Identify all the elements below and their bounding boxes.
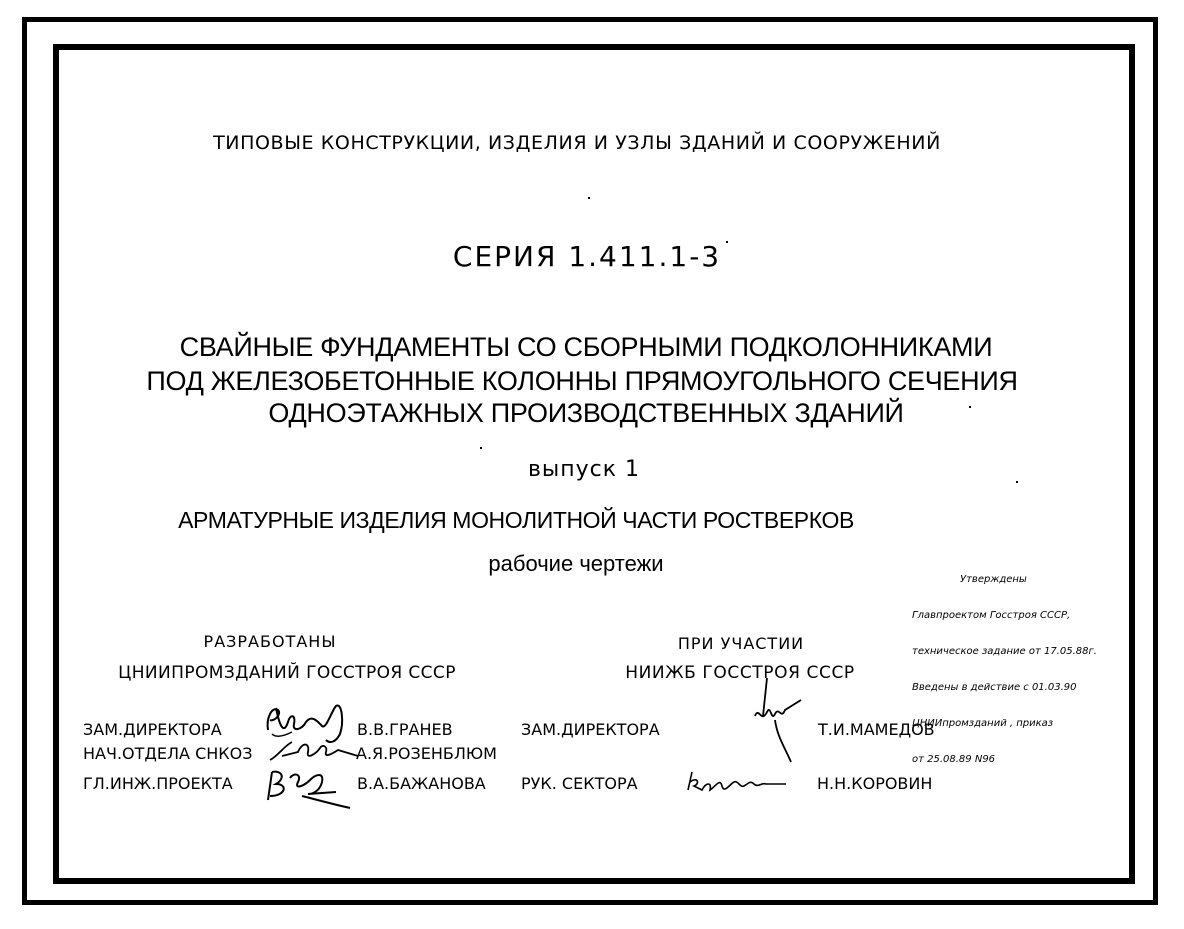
signatory-position: НАЧ.ОТДЕЛА СНКОЗ: [83, 744, 253, 763]
subject-title: АРМАТУРНЫЕ ИЗДЕЛИЯ МОНОЛИТНОЙ ЧАСТИ РОСТВЕРКОВ: [178, 507, 854, 533]
title-line-2: ПОД ЖЕЛЕЗОБЕТОННЫЕ КОЛОННЫ ПРЯМОУГОЛЬНОГО СЕЧЕНИЯ: [146, 366, 1018, 396]
series-number: СЕРИЯ 1.411.1-3: [452, 240, 722, 273]
approval-line: техническое задание от 17.05.88г.: [912, 646, 1097, 657]
approval-line: Введены в действие с 01.03.90: [912, 682, 1077, 693]
signatory-name: Н.Н.КОРОВИН: [817, 774, 933, 793]
signatory-position: ЗАМ.ДИРЕКТОРА: [83, 720, 222, 739]
participation-label: ПРИ УЧАСТИИ: [677, 634, 805, 653]
signature-mamedov: [745, 676, 805, 764]
signatory-name: Т.И.МАМЕДОВ: [818, 720, 935, 739]
scan-speck: [726, 241, 728, 243]
approval-line: Утверждены: [960, 574, 1027, 585]
signatory-position: РУК. СЕКТОРА: [521, 774, 638, 793]
developed-by-label: РАЗРАБОТАНЫ: [203, 632, 337, 651]
issue-number: выпуск 1: [527, 457, 641, 482]
scan-speck: [1016, 481, 1018, 483]
developer-organization: ЦНИИПРОМЗДАНИЙ ГОССТРОЯ СССР: [118, 663, 456, 683]
approval-note: [912, 550, 1097, 778]
approval-line: ЦНИИпромзданий , приказ: [912, 718, 1054, 729]
signatory-position: ГЛ.ИНЖ.ПРОЕКТА: [83, 774, 233, 793]
signatory-name: В.В.ГРАНЕВ: [357, 720, 453, 739]
title-line-1: СВАЙНЫЕ ФУНДАМЕНТЫ СО СБОРНЫМИ ПОДКОЛОННИКАМИ: [179, 332, 993, 362]
scan-speck: [480, 447, 482, 449]
scan-speck: [588, 197, 590, 199]
signature-rozenblum: [268, 738, 360, 766]
signatory-name: В.А.БАЖАНОВА: [357, 774, 486, 793]
signatory-position: ЗАМ.ДИРЕКТОРА: [521, 720, 660, 739]
header-line: ТИПОВЫЕ КОНСТРУКЦИИ, ИЗДЕЛИЯ И УЗЛЫ ЗДАНИЙ И СООРУЖЕНИЙ: [213, 132, 941, 154]
drawing-type: рабочие чертежи: [488, 551, 664, 576]
signature-bazhanova: [262, 764, 354, 812]
participant-organization: НИИЖБ ГОССТРОЯ СССР: [625, 663, 855, 683]
signature-korovin: [686, 768, 790, 802]
scan-speck: [969, 406, 971, 408]
title-line-3: ОДНОЭТАЖНЫХ ПРОИЗВОДСТВЕННЫХ ЗДАНИЙ: [268, 398, 904, 428]
signatory-name: А.Я.РОЗЕНБЛЮМ: [356, 744, 497, 763]
approval-line: Главпроектом Госстроя СССР,: [912, 610, 1071, 621]
approval-line: от 25.08.89 N96: [912, 754, 996, 765]
